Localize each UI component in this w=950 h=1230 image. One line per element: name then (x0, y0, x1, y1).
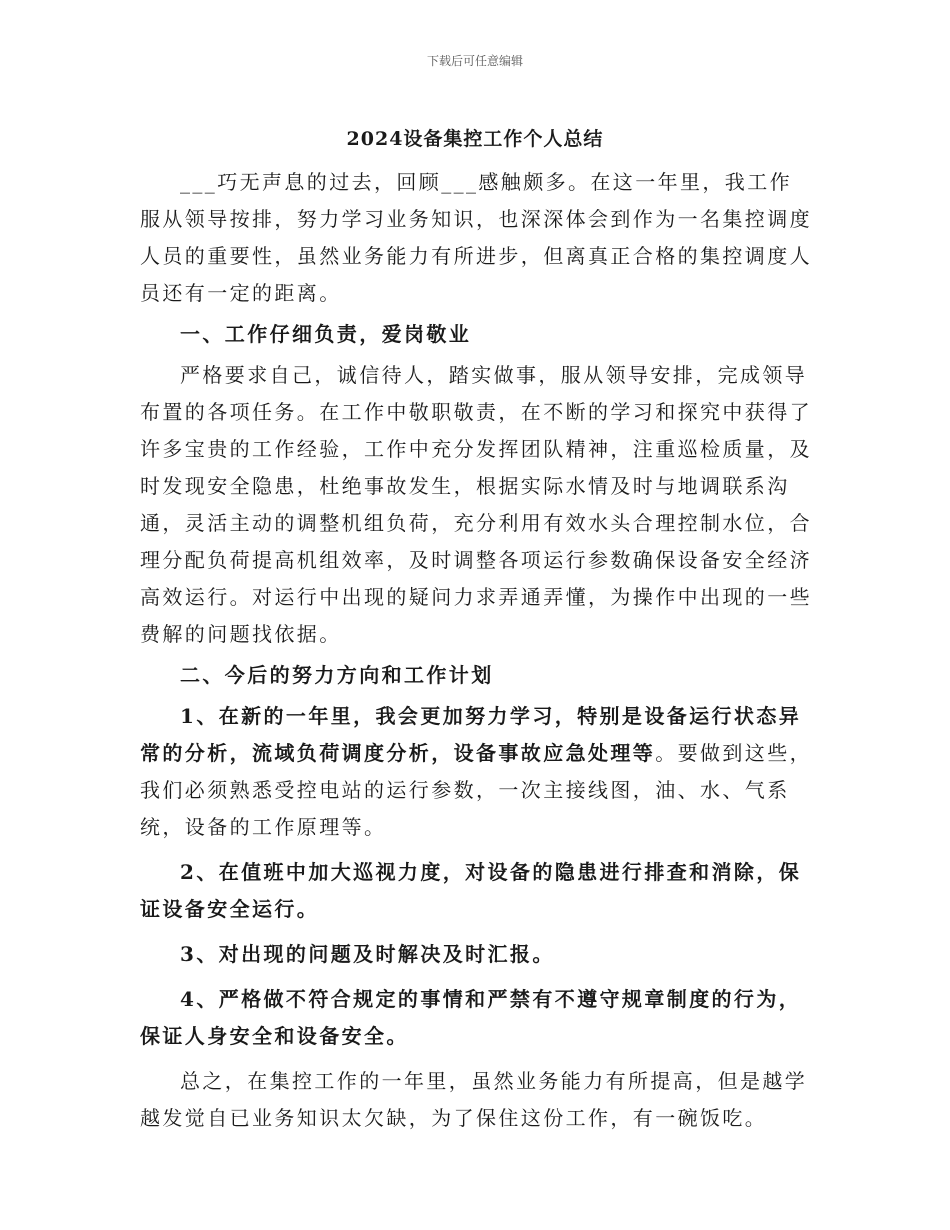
plan-item-2: 2、在值班中加大巡视力度，对设备的隐患进行排查和消除，保证设备安全运行。 (140, 860, 802, 921)
conclusion-paragraph: 总之，在集控工作的一年里，虽然业务能力有所提高，但是越学越发觉自已业务知识太欠缺，为了保住这份工作，有一碗饭吃。 (140, 1069, 808, 1130)
document-body (140, 164, 812, 1137)
intro-paragraph: ___巧无声息的过去，回顾___感触颇多。在这一年里，我工作服从领导按排，努力学习业务知识，也深深体会到作为一名集控调度人员的重要性，虽然业务能力有所进步，但离真正合格的集控调度人员还有一定的距离。 (140, 170, 812, 305)
plan-item-1 (140, 698, 812, 846)
section-1-paragraph: 严格要求自己，诚信待人，踏实做事，服从领导安排，完成领导布置的各项任务。在工作中敬职敬责，在不断的学习和探究中获得了许多宝贵的工作经验，工作中充分发挥团队精神，注重巡检质量，及时发现安全隐患，杜绝事故发生，根据实际水情及时与地调联系沟通，灵活主动的调整机组负荷，充分利用有效水头合理控制水位，合理分配负荷提高机组效率，及时调整各项运行参数确保设备安全经济高效运行。对运行中出现的疑问力求弄通弄懂，为操作中出现的一些费解的问题找依据。 (140, 363, 812, 646)
section-heading-1: 一、工作仔细负责，爱岗敬业 (180, 322, 472, 346)
plan-item-3: 3、对出现的问题及时解决及时汇报。 (180, 942, 555, 966)
document-title: 2024设备集控工作个人总结 (346, 128, 604, 150)
plan-item-1-rest: 。要做到这些，我们必须熟悉受控电站的运行参数，一次主接线图，油、水、气系统，设备的工作原理等。 (140, 741, 813, 839)
plan-item-4: 4、严格做不符合规定的事情和严禁有不遵守规章制度的行为，保证人身安全和设备安全。 (140, 987, 802, 1048)
header-note: 下载后可任意编辑 (426, 54, 523, 68)
plan-item-1-bold: 1、在新的一年里，我会更加努力学习，特别是设备运行状态异常的分析，流域负荷调度分析，设备事故应急处理等 (140, 704, 802, 765)
section-heading-2: 二、今后的努力方向和工作计划 (180, 663, 494, 687)
